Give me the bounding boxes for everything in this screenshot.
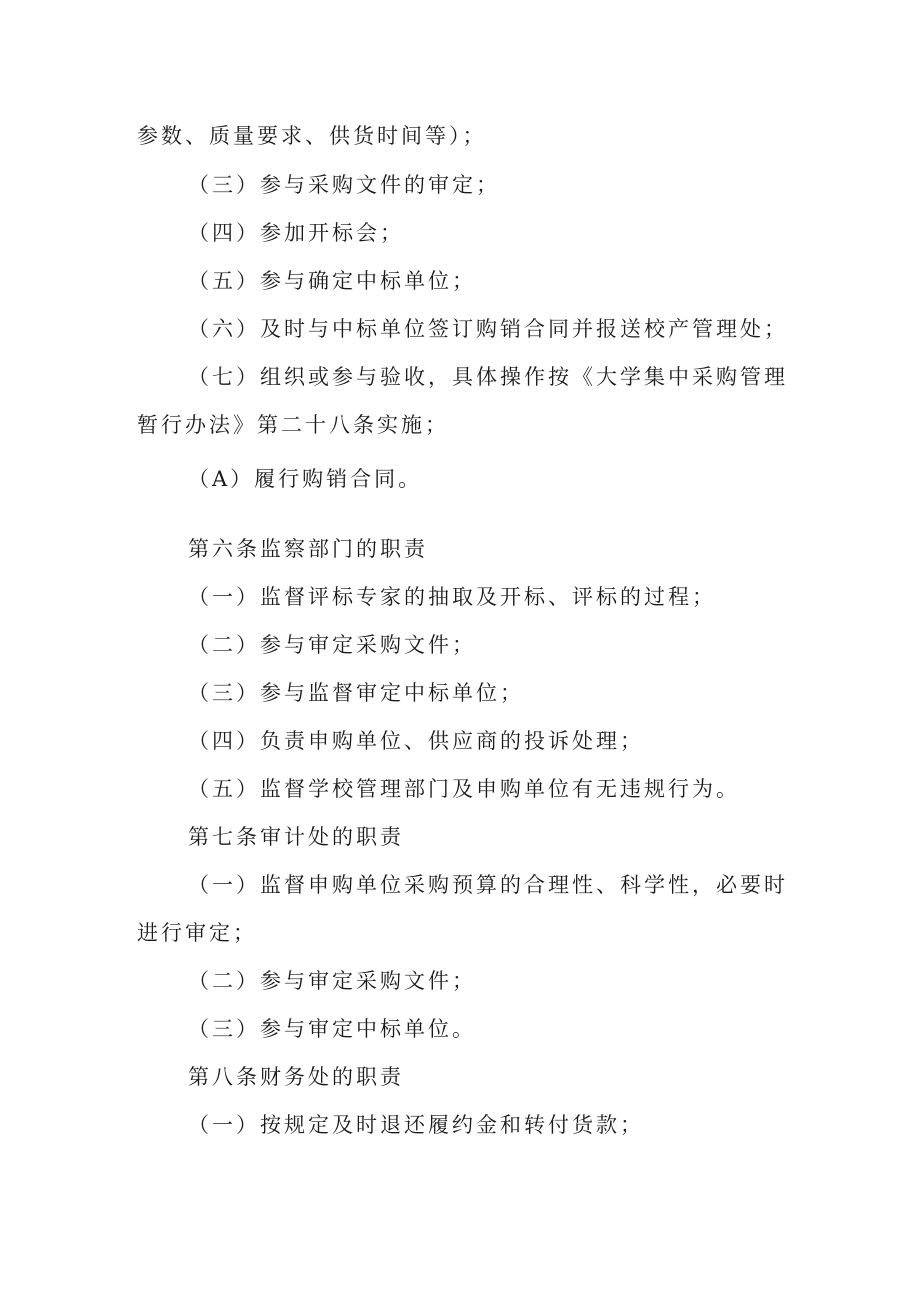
- list-item: （七）组织或参与验收，具体操作按《大学集中采购管理: [188, 365, 788, 389]
- list-item: （A）履行购销合同。: [188, 467, 423, 491]
- list-item: （二）参与审定采购文件；: [188, 633, 476, 657]
- list-item: （五）参与确定中标单位；: [188, 269, 476, 293]
- list-item: （五）监督学校管理部门及申购单位有无违规行为。: [188, 777, 740, 801]
- list-item: （四）参加开标会；: [188, 221, 404, 245]
- list-item: （三）参与监督审定中标单位；: [188, 681, 524, 705]
- text-line: 参数、质量要求、供货时间等）；: [137, 124, 487, 148]
- list-item: （一）监督申购单位采购预算的合理性、科学性，必要时: [188, 873, 788, 897]
- list-item: （六）及时与中标单位签订购销合同并报送校产管理处；: [188, 317, 788, 341]
- list-item: （二）参与审定采购文件；: [188, 969, 476, 993]
- list-item: （一）监督评标专家的抽取及开标、评标的过程；: [188, 585, 716, 609]
- list-item: （三）参与采购文件的审定；: [188, 173, 500, 197]
- text-line: 进行审定；: [137, 921, 257, 945]
- list-item: （三）参与审定中标单位。: [188, 1017, 476, 1041]
- list-item: （四）负责申购单位、供应商的投诉处理；: [188, 729, 644, 753]
- section-heading: 第六条监察部门的职责: [188, 537, 428, 561]
- list-item: （一）按规定及时退还履约金和转付货款；: [188, 1113, 644, 1137]
- section-heading: 第七条审计处的职责: [188, 825, 404, 849]
- section-heading: 第八条财务处的职责: [188, 1065, 404, 1089]
- text-line: 暂行办法》第二十八条实施；: [137, 413, 449, 437]
